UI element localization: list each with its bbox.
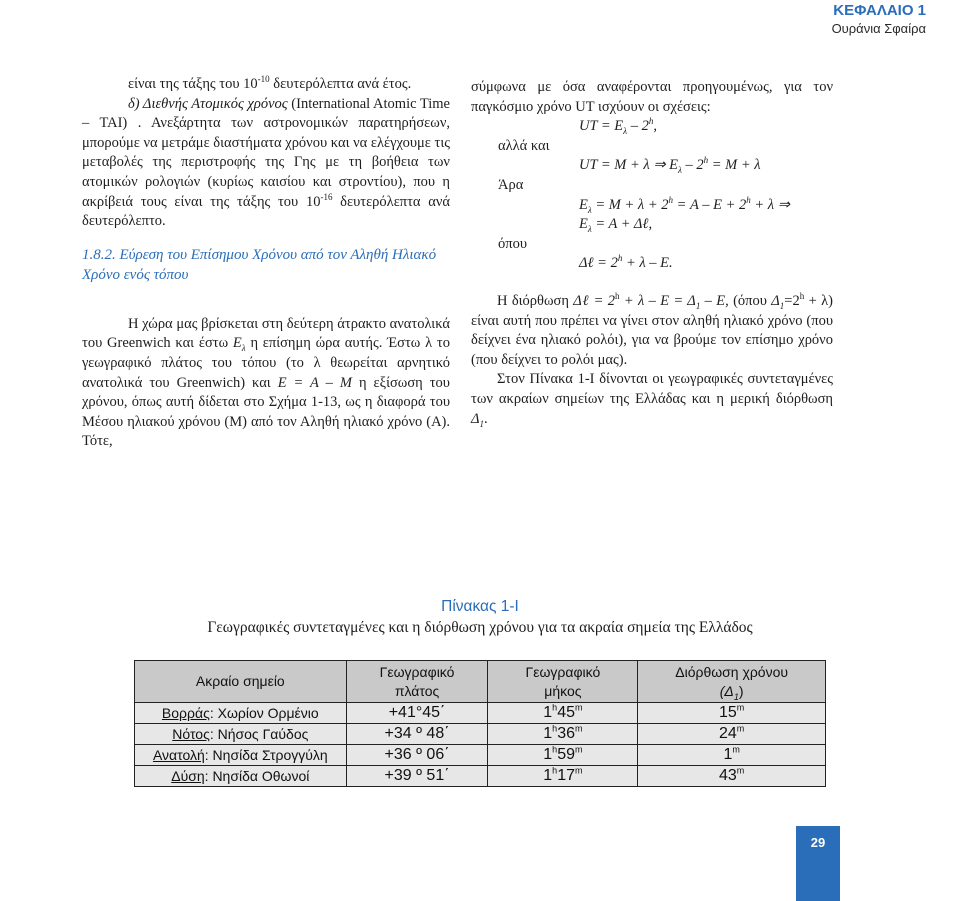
text: είναι της τάξης του 10	[128, 76, 258, 92]
unit: m	[574, 723, 583, 734]
equation-4	[471, 215, 833, 235]
unit: h	[552, 702, 558, 713]
subscript: 1	[733, 691, 739, 702]
superscript: h	[617, 253, 623, 264]
table-row	[135, 703, 826, 724]
table-row	[135, 745, 826, 766]
header-extreme-point: Ακραίο σημείο	[135, 661, 347, 703]
cell-longitude	[488, 766, 638, 787]
eq-part: + λ ⇒	[750, 196, 790, 213]
text: (όπου	[728, 292, 772, 309]
subscript: λ	[623, 126, 628, 137]
header-text: μήκος	[544, 682, 582, 699]
superscript: -10	[257, 74, 270, 85]
text: Η χώρα μας βρίσκεται στη δεύτερη άτρακτο ανατολικά του Greenwich και έστω	[82, 315, 450, 352]
unit: m	[736, 702, 745, 713]
place-name: : Νησίδα Στρογγύλη	[204, 747, 328, 763]
subscript: λ	[241, 343, 246, 354]
paragraph-table-ref	[471, 370, 833, 429]
eq-part: – Ε,	[700, 292, 729, 309]
eq-part: = M + λ	[708, 157, 761, 174]
eq-part: Δ	[771, 292, 780, 309]
subscript: λ	[677, 165, 682, 176]
unit: m	[736, 765, 745, 776]
text: δευτερόλεπτα ανά έτος.	[269, 76, 412, 92]
cell-correction	[638, 703, 826, 724]
cell-longitude	[488, 724, 638, 745]
text: η επίσημη ώρα αυτής. Έστω λ το γεωγραφικό πλάτος του τόπου (το λ θεωρείται αρνητικό ανατολικά του Greenwich) και	[82, 335, 450, 391]
header-text: Γεωγραφικό	[379, 663, 455, 680]
header-correction	[638, 661, 826, 703]
eq-part: Δℓ = 2	[579, 255, 618, 272]
superscript: h	[746, 194, 751, 205]
text: (International Atomic Time – TAI) . Ανεξάρτητα των αστρονομικών παρατηρήσεων, μπορούμε να μετράμε διαστήματα χρόνου και να ελέγχουμε τις μεταβολές της περιστροφής της Γης με τη βοήθεια των ατομικών ρολογιών (κυρίως καισίου και στροντίου), που η ακρίβειά τους είναι της τάξης του 10	[82, 95, 450, 210]
header-text: Διόρθωση χρόνου	[675, 663, 789, 680]
table-row	[135, 724, 826, 745]
text: δευτερόλεπτα ανά δευτερόλεπτο.	[82, 193, 450, 230]
chapter-subtitle: Ουράνια Σφαίρα	[831, 20, 926, 36]
cell-point	[135, 724, 347, 745]
right-column	[471, 78, 833, 429]
text: Η διόρθωση	[497, 292, 574, 309]
eq-part: Ε	[579, 196, 588, 213]
paragraph-3	[82, 315, 450, 452]
table-header-row	[135, 661, 826, 703]
superscript: -16	[320, 191, 333, 202]
word-ara: Άρα	[498, 176, 524, 193]
eq-part: + λ – Ε.	[622, 255, 673, 272]
table-caption: Γεωγραφικές συντεταγμένες και η διόρθωση χρόνου για τα ακραία σημεία της Ελλάδος	[207, 619, 753, 636]
eq-part: – 2	[627, 118, 649, 135]
cell-latitude: +41°45΄	[346, 703, 488, 724]
cell-latitude: +34 º 48΄	[346, 724, 488, 745]
superscript: h	[703, 155, 709, 166]
eq-part: ,	[653, 118, 657, 135]
header-longitude	[488, 661, 638, 703]
equation-2	[471, 156, 833, 176]
unit: m	[574, 765, 583, 776]
coordinates-table	[134, 660, 826, 787]
cell-correction	[638, 745, 826, 766]
page-number: 29	[796, 826, 840, 901]
cell-latitude: +39 º 51΄	[346, 766, 488, 787]
chapter-title: ΚΕΦΑΛΑΙΟ 1	[833, 2, 926, 19]
value: 24	[718, 725, 737, 742]
unit: h	[552, 765, 558, 776]
subscript: 1	[479, 418, 485, 429]
section-heading: 1.8.2. Εύρεση του Επίσημου Χρόνου από τον Αληθή Ηλιακό Χρόνο ενός τόπου	[82, 246, 437, 283]
eq-part: Ε	[579, 216, 588, 233]
value: 45	[557, 704, 575, 721]
unit: h	[552, 744, 558, 755]
word-alla-kai: αλλά και	[498, 137, 550, 154]
superscript: h	[668, 194, 673, 205]
header-text: πλάτος	[394, 682, 440, 699]
equation-inline: Ε = Α – Μ	[277, 374, 352, 391]
eq-part: Δ	[471, 410, 480, 427]
direction-label: Ανατολή	[152, 747, 205, 763]
eq-part: Δℓ = 2	[573, 292, 616, 309]
eq-part: =2	[784, 292, 800, 309]
cell-point	[135, 745, 347, 766]
unit: m	[736, 723, 745, 734]
eq-part: – 2	[681, 157, 704, 174]
eq-part: = M + λ + 2	[591, 196, 669, 213]
paragraph-tai	[82, 95, 450, 232]
direction-label: Νότος	[172, 726, 210, 742]
page-header	[832, 2, 926, 37]
superscript: h	[799, 291, 805, 302]
text: η εξίσωση του χρόνου, όπως αυτή δίδεται στο Σχήμα 1-13, ως η διαφορά του Μέσου ηλιακού χρόνου (Μ) από τον Αληθή ηλιακό χρόνο (Α). Τότε,	[82, 374, 450, 450]
value: 36	[557, 725, 575, 742]
direction-label: Βορράς	[161, 705, 210, 721]
unit: h	[552, 723, 558, 734]
symbol: Ε	[232, 335, 242, 352]
unit: m	[732, 744, 740, 755]
cell-longitude	[488, 703, 638, 724]
equation-5	[471, 254, 833, 274]
place-name: : Νήσος Γαύδος	[209, 726, 309, 742]
text: + λ) είναι αυτή που πρέπει να γίνει στον αληθή ηλιακό χρόνο (που δείχνει ένα ηλιακό ρολόι), για να βρούμε τον επίσημο χρόνο (που δείχνει το ρολόι μας).	[471, 292, 833, 368]
unit: m	[574, 702, 583, 713]
cell-point	[135, 703, 347, 724]
value: 59	[557, 746, 575, 763]
eq-part: UT = Ε	[579, 118, 624, 135]
header-latitude	[346, 661, 488, 703]
subscript: 1	[779, 300, 785, 311]
eq-part: + λ – Ε = Δ	[619, 292, 696, 309]
cell-correction	[638, 766, 826, 787]
header-text: (Δ	[719, 682, 734, 699]
cell-point	[135, 766, 347, 787]
value: 1	[543, 704, 553, 721]
value: 17	[557, 767, 575, 784]
header-text: )	[738, 682, 744, 699]
place-name: : Χωρίον Ορμένιο	[209, 705, 319, 721]
eq-part: = Α – Ε + 2	[672, 196, 747, 213]
value: 1	[543, 767, 553, 784]
equation-1	[471, 117, 833, 137]
place-name: : Νησίδα Οθωνοί	[204, 768, 310, 784]
value: 1	[543, 725, 553, 742]
cell-correction	[638, 724, 826, 745]
value: 43	[718, 767, 737, 784]
term-label: δ) Διεθνής Ατομικός χρόνος	[128, 95, 288, 112]
unit: m	[574, 744, 583, 755]
value: 1	[723, 746, 733, 763]
equation-3	[471, 196, 833, 216]
table-row	[135, 766, 826, 787]
table-label: Πίνακας 1-Ι	[441, 598, 519, 615]
eq-part: UT = M + λ ⇒ Ε	[579, 157, 678, 174]
subscript: λ	[587, 204, 592, 215]
subscript: λ	[587, 224, 592, 235]
paragraph-correction	[471, 292, 833, 370]
left-column	[82, 75, 450, 452]
direction-label: Δύση	[171, 768, 205, 784]
superscript: h	[648, 116, 654, 127]
subscript: 1	[695, 300, 701, 311]
paragraph-intro: σύμφωνα με όσα αναφέρονται προηγουμένως, για τον παγκόσμιο χρόνο UT ισχύουν οι σχέσεις:	[471, 79, 833, 115]
text: Στον Πίνακα 1-Ι δίνονται οι γεωγραφικές συντεταγμένες των ακραίων σημείων της Ελλάδας και η μερική διόρθωση	[471, 371, 833, 407]
cell-latitude: +36 º 06΄	[346, 745, 488, 766]
value: 15	[718, 704, 737, 721]
text: .	[484, 410, 488, 427]
word-opou: όπου	[498, 235, 527, 252]
value: 1	[543, 746, 553, 763]
cell-longitude	[488, 745, 638, 766]
eq-part: = Α + Δℓ,	[591, 216, 653, 233]
header-text: Γεωγραφικό	[525, 663, 601, 680]
paragraph-1	[82, 75, 450, 95]
superscript: h	[615, 291, 620, 302]
